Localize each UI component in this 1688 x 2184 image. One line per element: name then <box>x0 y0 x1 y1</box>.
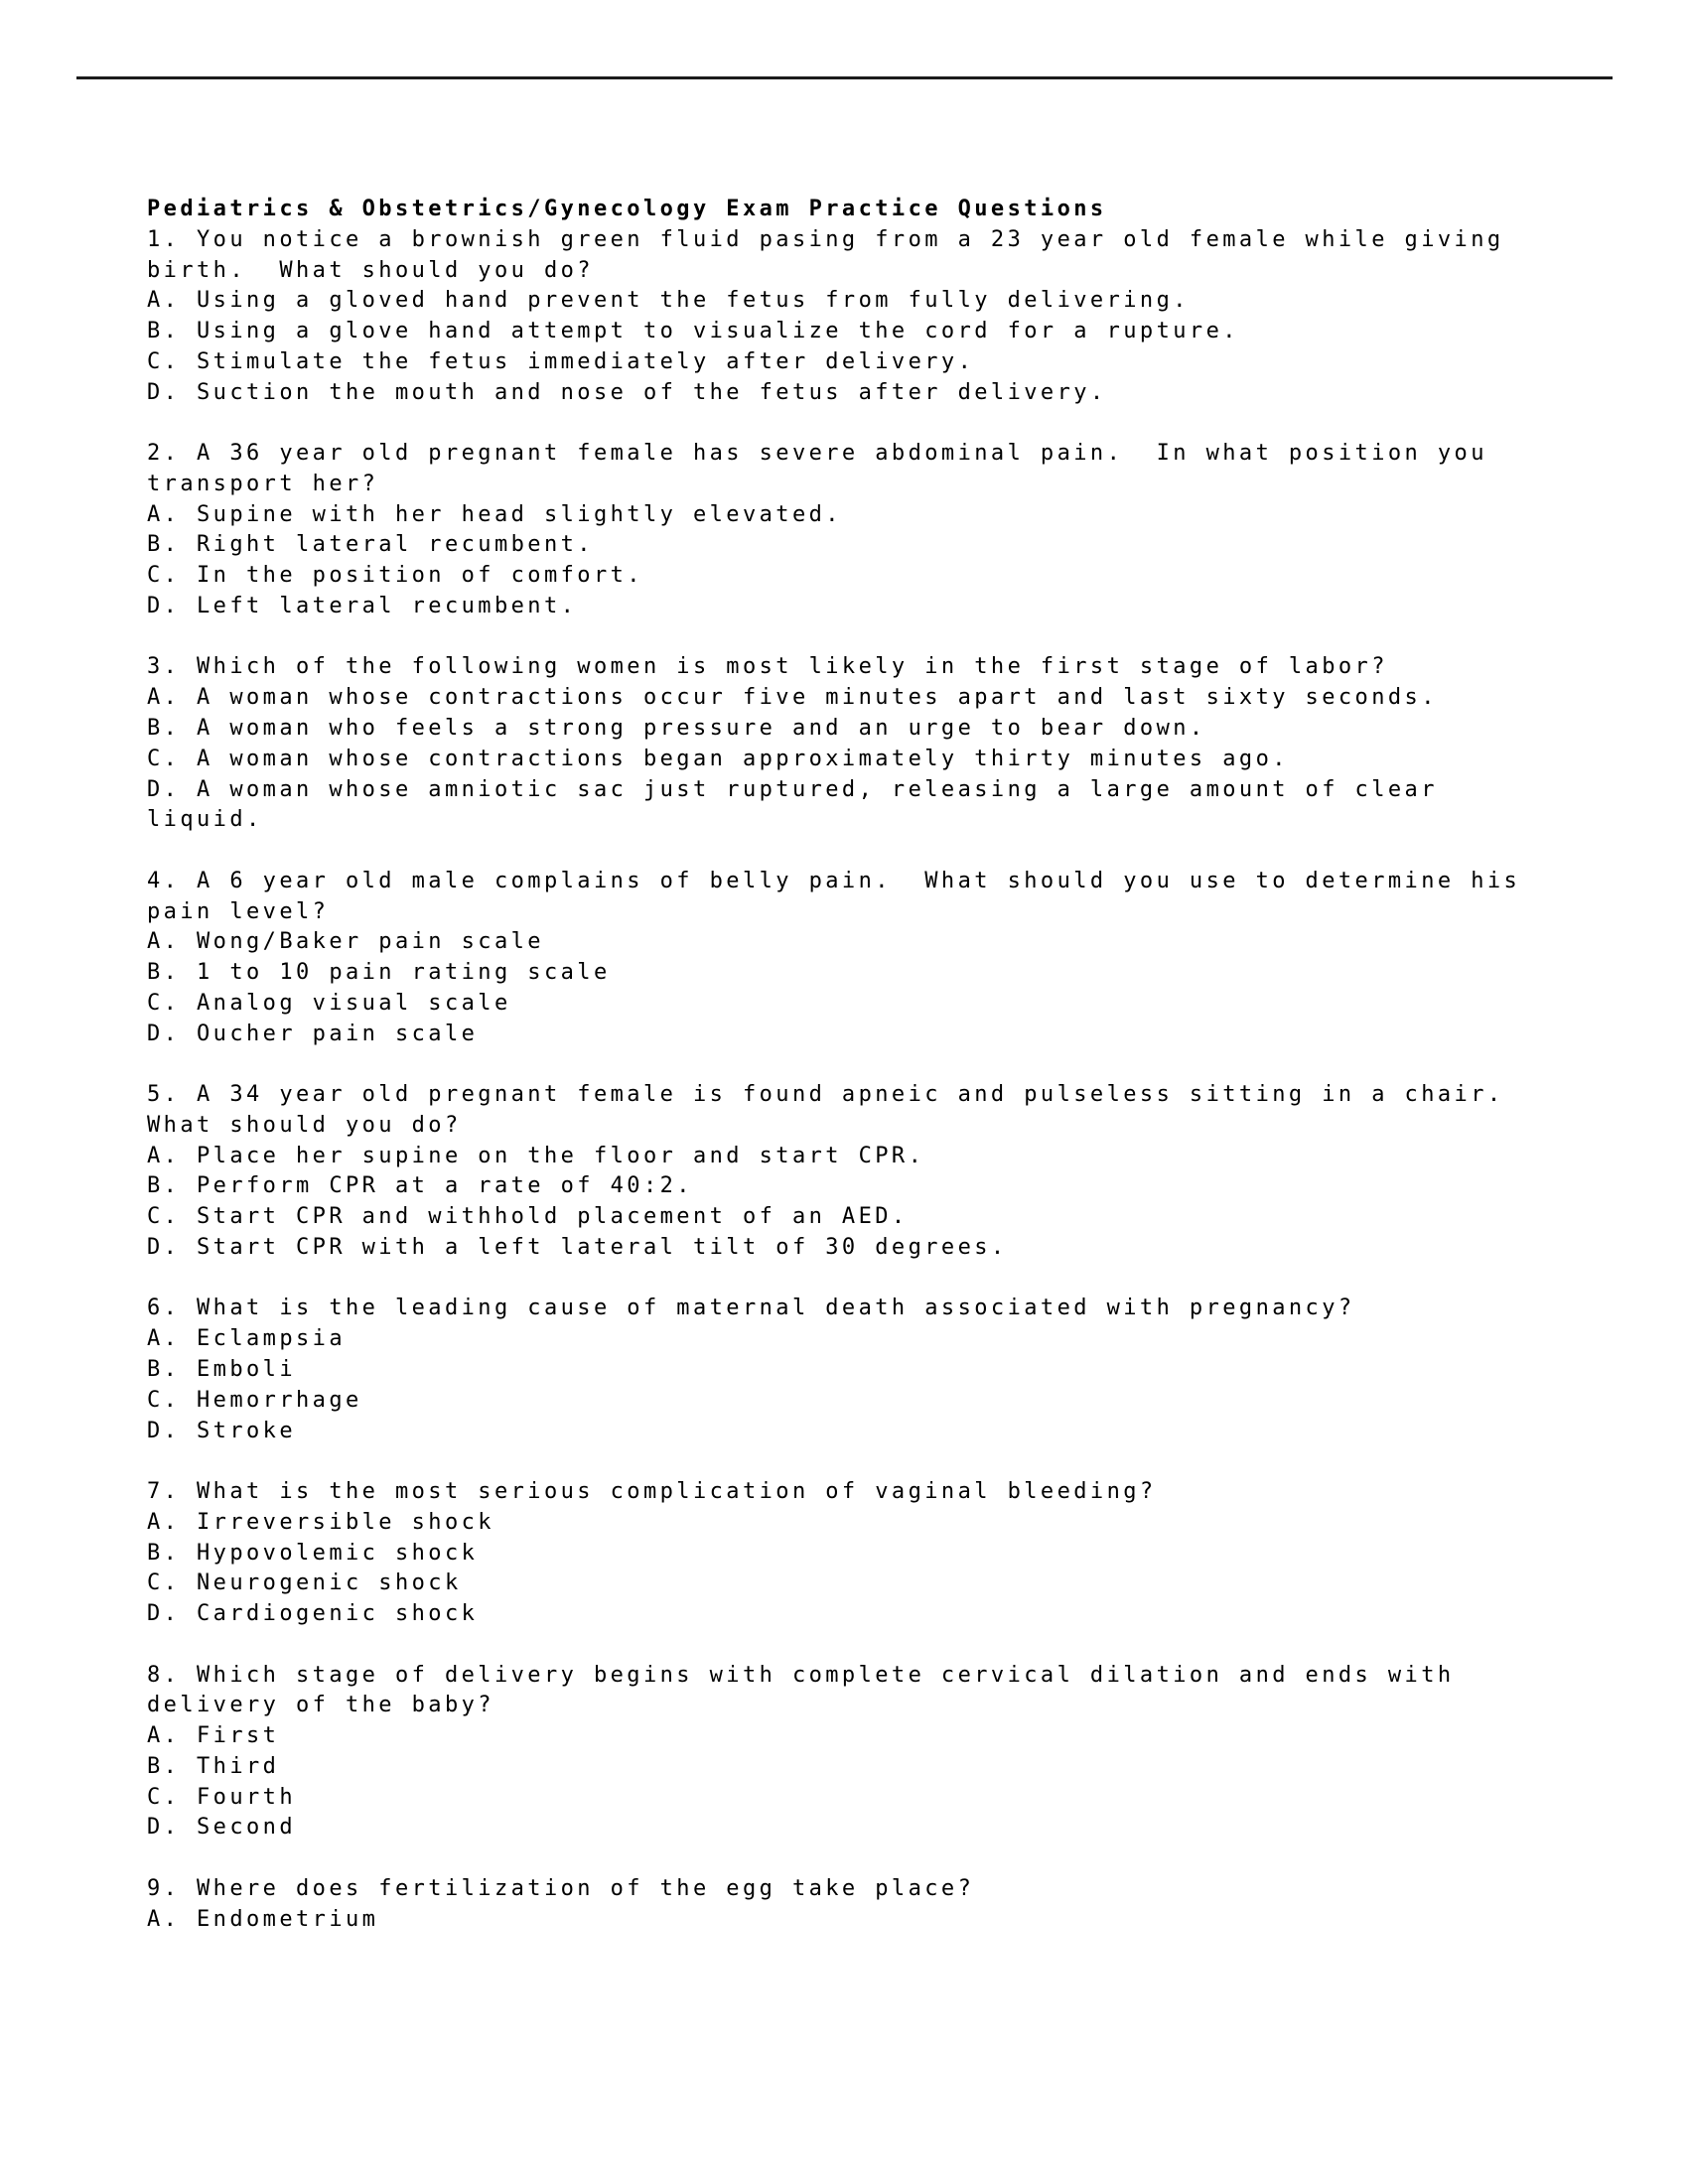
choice-line: C. Analog visual scale <box>147 990 511 1016</box>
choice-line: B. 1 to 10 pain rating scale <box>147 960 611 986</box>
question-block <box>147 1477 1525 1630</box>
question-block <box>147 439 1525 622</box>
questions-list <box>147 225 1537 1936</box>
choice-line: A. Eclampsia <box>147 1326 346 1352</box>
choice-line: D. A woman whose amniotic sac just ruptured, releasing a large amount of clear liquid. <box>147 776 1455 833</box>
choice-line: B. Perform CPR at a rate of 40:2. <box>147 1173 693 1199</box>
choice-line: B. Right lateral recumbent. <box>147 532 594 558</box>
question-prompt: 7. What is the most serious complication of vaginal bleeding? <box>147 1479 1157 1505</box>
choice-line: D. Second <box>147 1815 296 1841</box>
choice-line: A. Irreversible shock <box>147 1509 494 1535</box>
choice-line: D. Start CPR with a left lateral tilt of 30 degrees. <box>147 1234 1008 1260</box>
choice-line: B. Hypovolemic shock <box>147 1540 479 1566</box>
question-block <box>147 225 1525 409</box>
header-rule <box>76 76 1613 79</box>
question-block <box>147 1080 1537 1264</box>
choice-line: C. Fourth <box>147 1784 296 1810</box>
choice-line: A. Endometrium <box>147 1906 379 1932</box>
question-prompt: 2. A 36 year old pregnant female has severe abdominal pain. In what position you transport her? <box>147 441 1504 496</box>
question-block <box>147 1294 1525 1446</box>
question-prompt: 6. What is the leading cause of maternal death associated with pregnancy? <box>147 1296 1355 1321</box>
choice-line: C. A woman whose contractions began approximately thirty minutes ago. <box>147 746 1289 771</box>
choice-line: B. Third <box>147 1753 280 1779</box>
question-prompt: 9. Where does fertilization of the egg take place? <box>147 1875 975 1901</box>
document-title: Pediatrics & Obstetrics/Gynecology Exam Practice Questions <box>147 197 1107 221</box>
choice-line: D. Left lateral recumbent. <box>147 593 578 618</box>
question-block <box>147 1874 1525 1936</box>
choice-line: D. Oucher pain scale <box>147 1021 479 1046</box>
question-prompt: 3. Which of the following women is most likely in the first stage of labor? <box>147 654 1388 680</box>
choice-line: C. Neurogenic shock <box>147 1570 462 1596</box>
choice-line: C. In the position of comfort. <box>147 563 643 589</box>
choice-line: C. Hemorrhage <box>147 1387 362 1413</box>
question-prompt: 4. A 6 year old male complains of belly pain. What should you use to determine his pain level? <box>147 868 1537 924</box>
question-prompt: 1. You notice a brownish green fluid pasing from a 23 year old female while giving birth. What should you do? <box>147 226 1521 283</box>
document-content <box>147 195 1537 1936</box>
question-prompt: 5. A 34 year old pregnant female is found apneic and pulseless sitting in a chair. What should you do? <box>147 1082 1537 1138</box>
choice-line: A. Wong/Baker pain scale <box>147 929 544 955</box>
question-block <box>147 1661 1525 1844</box>
choice-line: A. First <box>147 1723 280 1749</box>
question-block <box>147 652 1525 836</box>
choice-line: A. Supine with her head slightly elevated. <box>147 501 842 527</box>
choice-line: D. Suction the mouth and nose of the fetus after delivery. <box>147 379 1107 405</box>
choice-line: C. Stimulate the fetus immediately after delivery. <box>147 348 975 374</box>
question-prompt: 8. Which stage of delivery begins with complete cervical dilation and ends with delivery of the baby? <box>147 1662 1472 1718</box>
choice-line: C. Start CPR and withhold placement of an AED. <box>147 1204 909 1230</box>
choice-line: A. Place her supine on the floor and start CPR. <box>147 1143 925 1168</box>
choice-line: D. Stroke <box>147 1418 296 1443</box>
choice-line: D. Cardiogenic shock <box>147 1601 479 1627</box>
choice-line: B. Emboli <box>147 1357 296 1383</box>
choice-line: A. A woman whose contractions occur five minutes apart and last sixty seconds. <box>147 685 1438 711</box>
choice-line: B. Using a glove hand attempt to visualize the cord for a rupture. <box>147 319 1239 344</box>
choice-line: A. Using a gloved hand prevent the fetus from fully delivering. <box>147 288 1190 314</box>
choice-line: B. A woman who feels a strong pressure and an urge to bear down. <box>147 715 1206 741</box>
question-block <box>147 867 1537 1050</box>
